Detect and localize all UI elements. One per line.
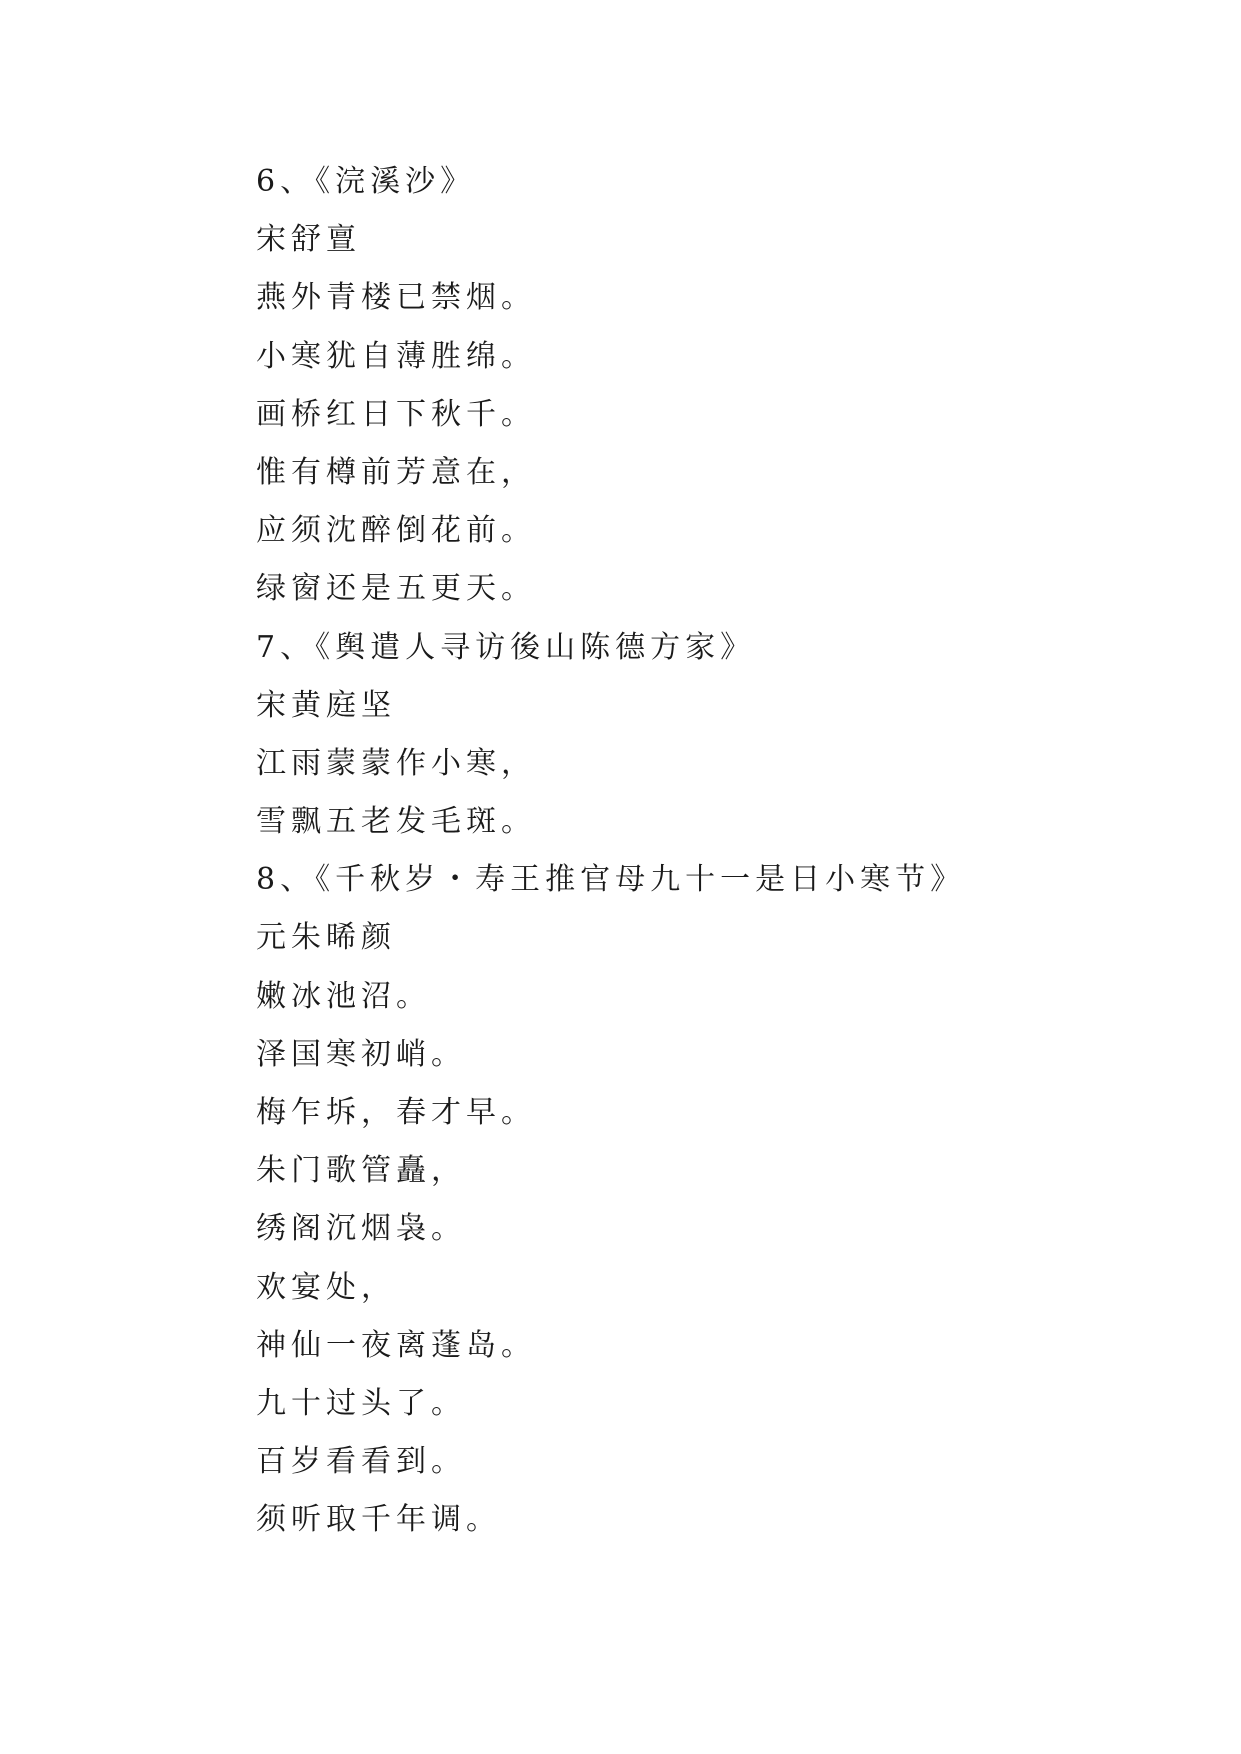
- poem-line: 应须沈醉倒花前。: [256, 513, 536, 549]
- poem-line: 绣阁沉烟袅。: [256, 1211, 466, 1247]
- poem-6-title: 6、《浣溪沙》: [256, 164, 476, 199]
- poem-line: 江雨蒙蒙作小寒，: [256, 745, 536, 781]
- poem-line: 须听取千年调。: [256, 1502, 501, 1538]
- poem-8-author: 元朱晞颜: [256, 920, 396, 956]
- poem-line: 神仙一夜离蓬岛。: [256, 1327, 536, 1363]
- poem-line: 嫩冰池沼。: [256, 978, 431, 1014]
- poem-line: 梅乍坼，春才早。: [256, 1095, 536, 1130]
- poem-line: 画桥红日下秋千。: [256, 396, 536, 432]
- poem-line: 雪飘五老发毛斑。: [256, 804, 536, 840]
- poem-line: 小寒犹自薄胜绵。: [256, 338, 536, 374]
- poem-line: 朱门歌管矗，: [256, 1153, 466, 1189]
- poem-line: 泽国寒初峭。: [256, 1036, 466, 1072]
- poem-line: 燕外青楼已禁烟。: [256, 280, 536, 316]
- poem-line: 欢宴处，: [256, 1269, 396, 1305]
- poem-line: 九十过头了。: [256, 1385, 466, 1421]
- poem-line: 惟有樽前芳意在，: [256, 454, 536, 490]
- poem-line: 绿窗还是五更天。: [256, 571, 536, 607]
- poem-text-block: [256, 162, 1156, 1559]
- poem-line: 百岁看看到。: [256, 1444, 466, 1480]
- poem-8-title: 8、《千秋岁・寿王推官母九十一是日小寒节》: [256, 862, 966, 898]
- poem-6-author: 宋舒亶: [256, 222, 361, 258]
- poem-7-author: 宋黄庭坚: [256, 687, 396, 723]
- poem-7-title: 7、《舆遣人寻访後山陈德方家》: [256, 629, 756, 665]
